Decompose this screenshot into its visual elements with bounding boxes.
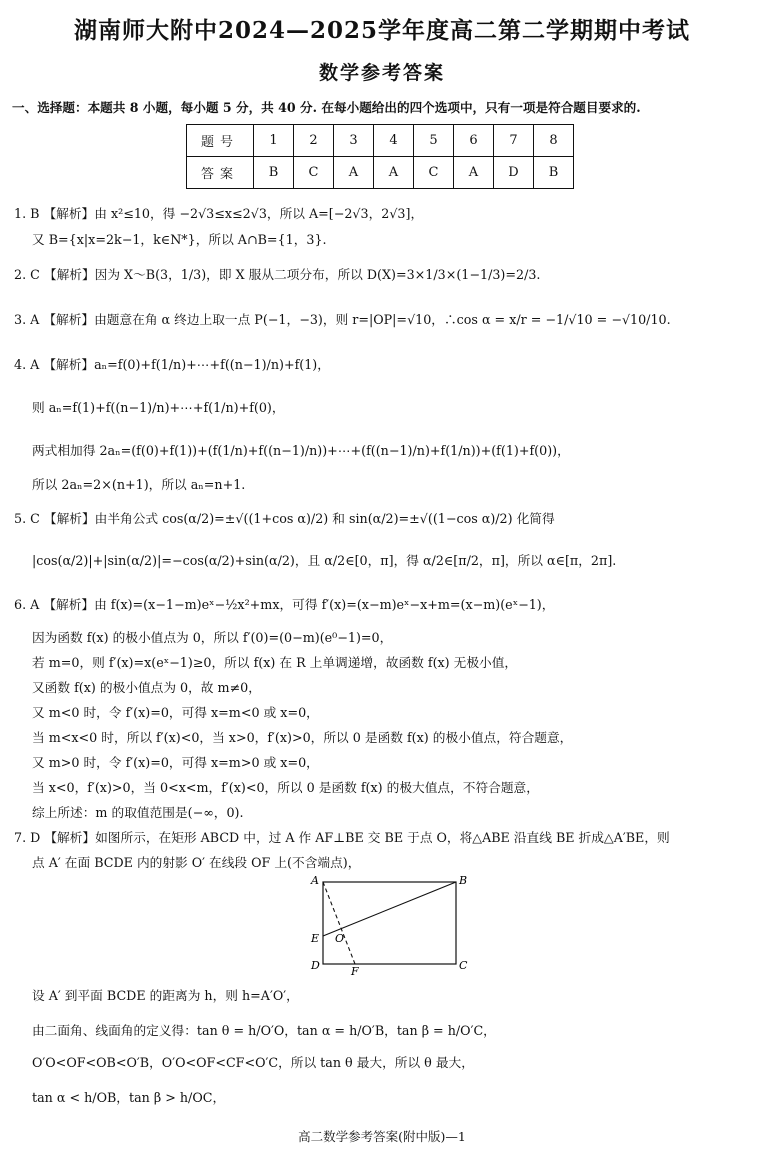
solution-line: 则 aₙ=f(1)+f((n−1)/n)+⋯+f(1/n)+f(0)， bbox=[32, 400, 285, 415]
solution-line: 又 m>0 时，令 f′(x)=0，可得 x=m>0 或 x=0， bbox=[32, 755, 319, 770]
solution-line: 7. D 【解析】如图所示，在矩形 ABCD 中，过 A 作 AF⊥BE 交 BE 于点 O，将△ABE 沿直线 BE 折成△A′BE，则 bbox=[14, 830, 670, 845]
solution-line: 当 m<x<0 时，所以 f′(x)<0，当 x>0，f′(x)>0，所以 0 是函数 f(x) 的极小值点，符合题意， bbox=[32, 730, 573, 745]
table-cell: 1 bbox=[254, 125, 294, 157]
label-f: F bbox=[351, 965, 359, 976]
solution-line: |cos(α/2)|+|sin(α/2)|=−cos(α/2)+sin(α/2)，且 α/2∈[0，π]，得 α/2∈[π/2，π]，所以 α∈[π，2π]. bbox=[32, 553, 617, 568]
label-e: E bbox=[311, 932, 320, 945]
solution-line: 因为函数 f(x) 的极小值点为 0，所以 f′(0)=(0−m)(e⁰−1)=0， bbox=[32, 630, 393, 645]
segment-be bbox=[323, 882, 456, 936]
solution-line: 5. C 【解析】由半角公式 cos(α/2)=±√((1+cos α)/2) 和 sin(α/2)=±√((1−cos α)/2) 化简得 bbox=[14, 511, 555, 526]
table-cell: A bbox=[374, 157, 414, 189]
section-intro: 一、选择题：本题共 8 小题，每小题 5 分，共 40 分. 在每小题给出的四个选项中，只有一项是符合题目要求的. bbox=[12, 100, 641, 115]
table-cell: 3 bbox=[334, 125, 374, 157]
solution-line: 综上所述：m 的取值范围是(−∞，0). bbox=[32, 805, 244, 820]
table-cell: 6 bbox=[454, 125, 494, 157]
table-cell: 2 bbox=[294, 125, 334, 157]
table-cell: B bbox=[254, 157, 294, 189]
solution-line: 3. A 【解析】由题意在角 α 终边上取一点 P(−1，−3)，则 r=|OP|=√10，∴cos α = x/r = −1/√10 = −√10/10. bbox=[14, 312, 671, 327]
solution-line: 又 B={x|x=2k−1，k∈N*}，所以 A∩B={1，3}. bbox=[32, 232, 327, 247]
solution-line: 又函数 f(x) 的极小值点为 0，故 m≠0， bbox=[32, 680, 261, 695]
table-cell: 5 bbox=[414, 125, 454, 157]
rectangle-abcd bbox=[323, 882, 456, 964]
solution-line: 所以 2aₙ=2×(n+1)，所以 aₙ=n+1. bbox=[32, 477, 246, 492]
label-o: O bbox=[335, 932, 345, 945]
rectangle-fold-diagram bbox=[306, 872, 486, 976]
solution-line: 6. A 【解析】由 f(x)=(x−1−m)eˣ−½x²+mx，可得 f′(x)=(x−m)eˣ−x+m=(x−m)(eˣ−1)， bbox=[14, 597, 555, 612]
solution-line: 1. B 【解析】由 x²≤10，得 −2√3≤x≤2√3，所以 A=[−2√3，2√3]， bbox=[14, 206, 424, 221]
solution-line: 当 x<0，f′(x)>0，当 0<x<m，f′(x)<0，所以 0 是函数 f(x) 的极大值点，不符合题意， bbox=[32, 780, 539, 795]
solution-line: tan α < h/OB，tan β > h/OC， bbox=[32, 1090, 226, 1105]
table-cell: 8 bbox=[534, 125, 574, 157]
table-header-cell: 答案 bbox=[187, 157, 254, 189]
table-cell: C bbox=[414, 157, 454, 189]
table-cell: A bbox=[334, 157, 374, 189]
solution-line: O′O<OF<OB<O′B，O′O<OF<CF<O′C，所以 tan θ 最大，所以 θ 最大， bbox=[32, 1055, 474, 1070]
table-cell: B bbox=[534, 157, 574, 189]
table-cell: A bbox=[454, 157, 494, 189]
solution-line: 2. C 【解析】因为 X～B(3，1/3)，即 X 服从二项分布，所以 D(X)=3×1/3×(1−1/3)=2/3. bbox=[14, 267, 541, 282]
answer-table bbox=[186, 124, 574, 189]
page-title: 湖南师大附中2024—2025学年度高二第二学期期中考试 bbox=[73, 17, 691, 44]
label-b: B bbox=[459, 874, 468, 887]
segment-af bbox=[323, 882, 355, 964]
page-subtitle: 数学参考答案 bbox=[318, 62, 445, 84]
table-header-cell: 题号 bbox=[187, 125, 254, 157]
solution-line: 若 m=0，则 f′(x)=x(eˣ−1)≥0，所以 f(x) 在 R 上单调递增，故函数 f(x) 无极小值， bbox=[32, 655, 518, 670]
label-a: A bbox=[311, 874, 319, 887]
label-d: D bbox=[311, 959, 320, 972]
page-footer: 高二数学参考答案(附中版)—1 bbox=[298, 1129, 466, 1144]
label-c: C bbox=[459, 959, 468, 972]
solution-line: 两式相加得 2aₙ=(f(0)+f(1))+(f(1/n)+f((n−1)/n))+⋯+(f((n−1)/n)+f(1/n))+(f(1)+f(0))， bbox=[32, 443, 570, 458]
table-cell: D bbox=[494, 157, 534, 189]
solution-line: 又 m<0 时，令 f′(x)=0，可得 x=m<0 或 x=0， bbox=[32, 705, 319, 720]
solution-line: 设 A′ 到平面 BCDE 的距离为 h，则 h=A′O′， bbox=[32, 988, 299, 1003]
solution-line: 点 A′ 在面 BCDE 内的射影 O′ 在线段 OF 上(不含端点)， bbox=[32, 855, 361, 870]
table-cell: 4 bbox=[374, 125, 414, 157]
table-row bbox=[187, 157, 574, 189]
table-cell: 7 bbox=[494, 125, 534, 157]
table-cell: C bbox=[294, 157, 334, 189]
solution-line: 4. A 【解析】aₙ=f(0)+f(1/n)+⋯+f((n−1)/n)+f(1)， bbox=[14, 357, 330, 372]
table-row bbox=[187, 125, 574, 157]
solution-line: 由二面角、线面角的定义得：tan θ = h/O′O，tan α = h/O′B，tan β = h/O′C， bbox=[32, 1023, 496, 1038]
